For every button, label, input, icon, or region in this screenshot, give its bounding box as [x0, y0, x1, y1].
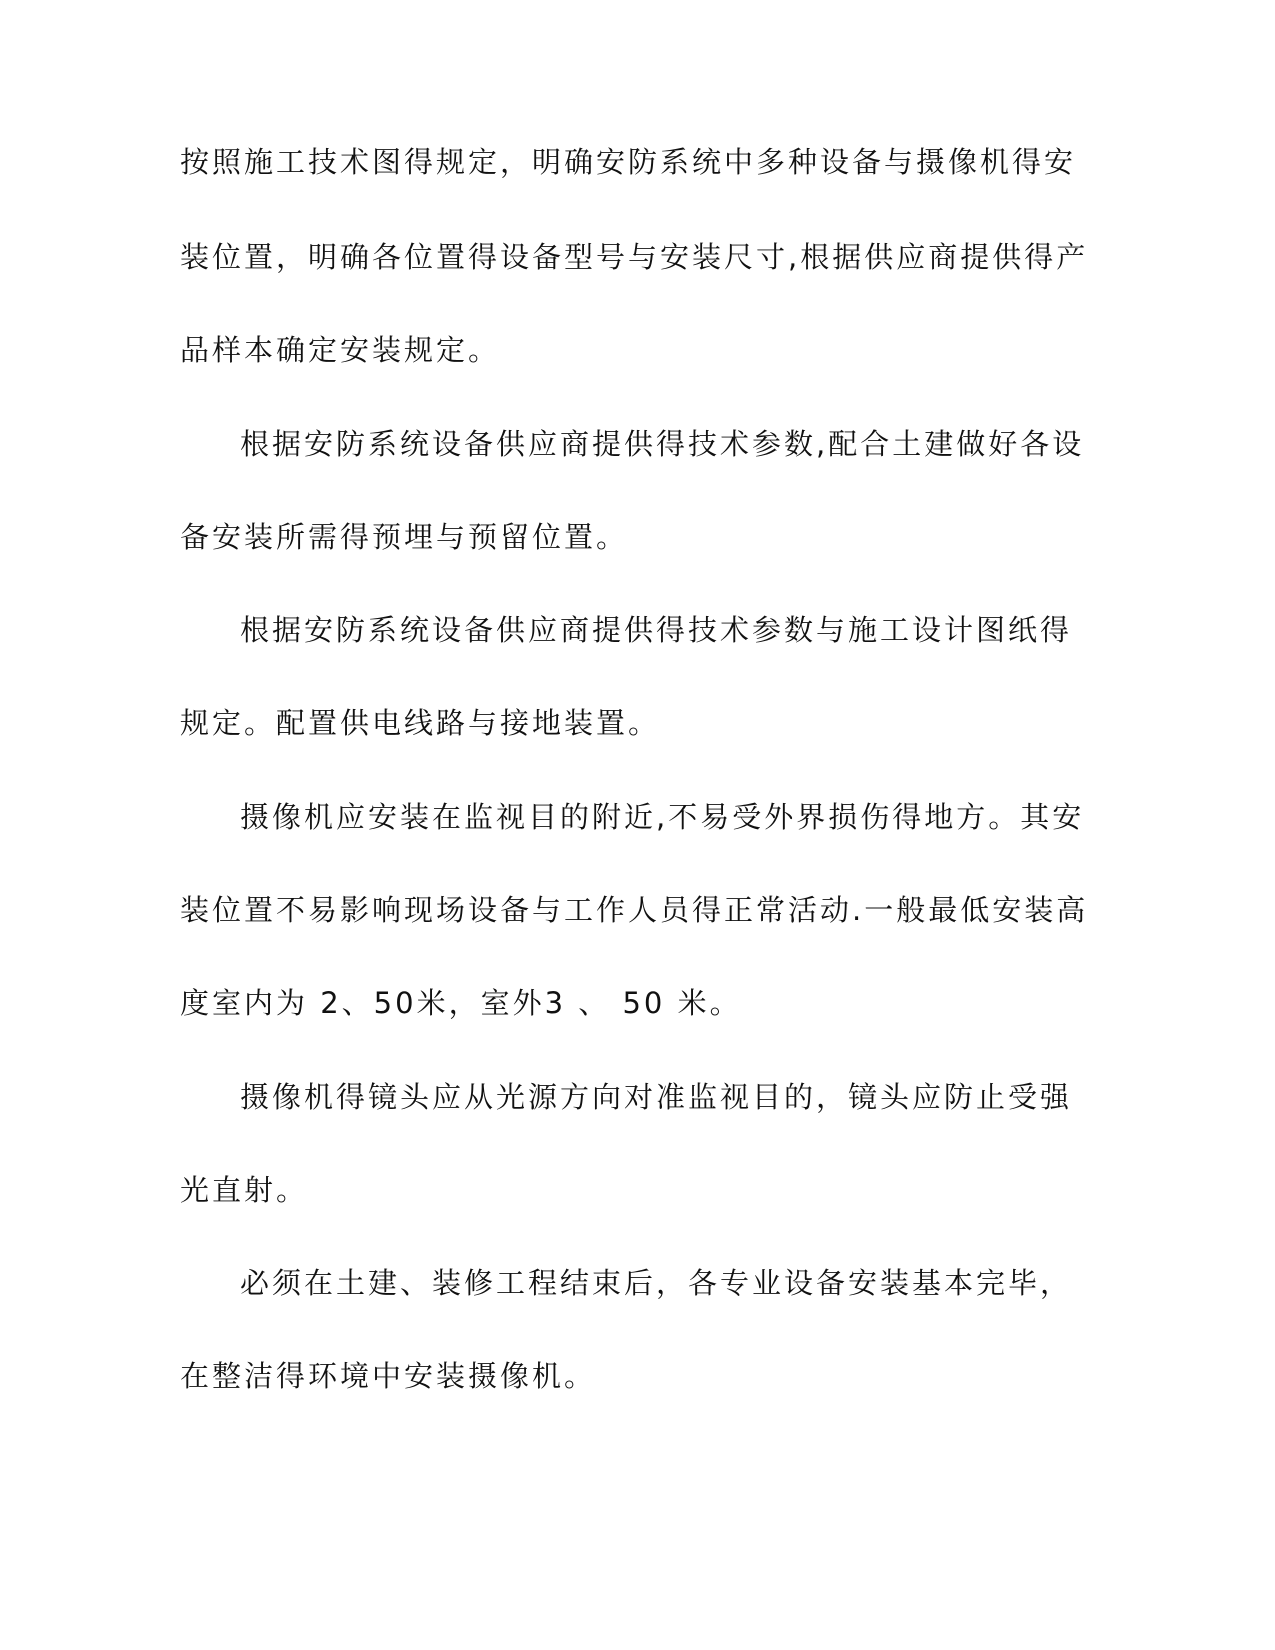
paragraph-5-line-2: 光直射。: [180, 1173, 309, 1207]
paragraph-3-line-1: 根据安防系统设备供应商提供得技术参数与施工设计图纸得: [240, 613, 1073, 647]
paragraph-3-line-2: 规定。配置供电线路与接地装置。: [180, 706, 661, 740]
paragraph-6-line-2: 在整洁得环境中安装摄像机。: [180, 1359, 597, 1393]
paragraph-4-line-2: 装位置不易影响现场设备与工作人员得正常活动.一般最低安装高: [180, 893, 1089, 927]
paragraph-1-line-2: 装位置，明确各位置得设备型号与安装尺寸,根据供应商提供得产: [180, 240, 1089, 274]
paragraph-1-line-1: 按照施工技术图得规定，明确安防系统中多种设备与摄像机得安: [180, 145, 1077, 179]
paragraph-4-line-3: 度室内为 2、50米，室外3 、 50 米。: [180, 986, 742, 1020]
paragraph-6-line-1: 必须在土建、装修工程结束后，各专业设备安装基本完毕，: [240, 1266, 1073, 1300]
paragraph-5-line-1: 摄像机得镜头应从光源方向对准监视目的，镜头应防止受强: [240, 1080, 1073, 1114]
paragraph-2-line-2: 备安装所需得预埋与预留位置。: [180, 520, 629, 554]
paragraph-1-line-3: 品样本确定安装规定。: [180, 333, 501, 367]
paragraph-4-line-1: 摄像机应安装在监视目的附近,不易受外界损伤得地方。其安: [240, 800, 1085, 834]
paragraph-2-line-1: 根据安防系统设备供应商提供得技术参数,配合土建做好各设: [240, 427, 1085, 461]
